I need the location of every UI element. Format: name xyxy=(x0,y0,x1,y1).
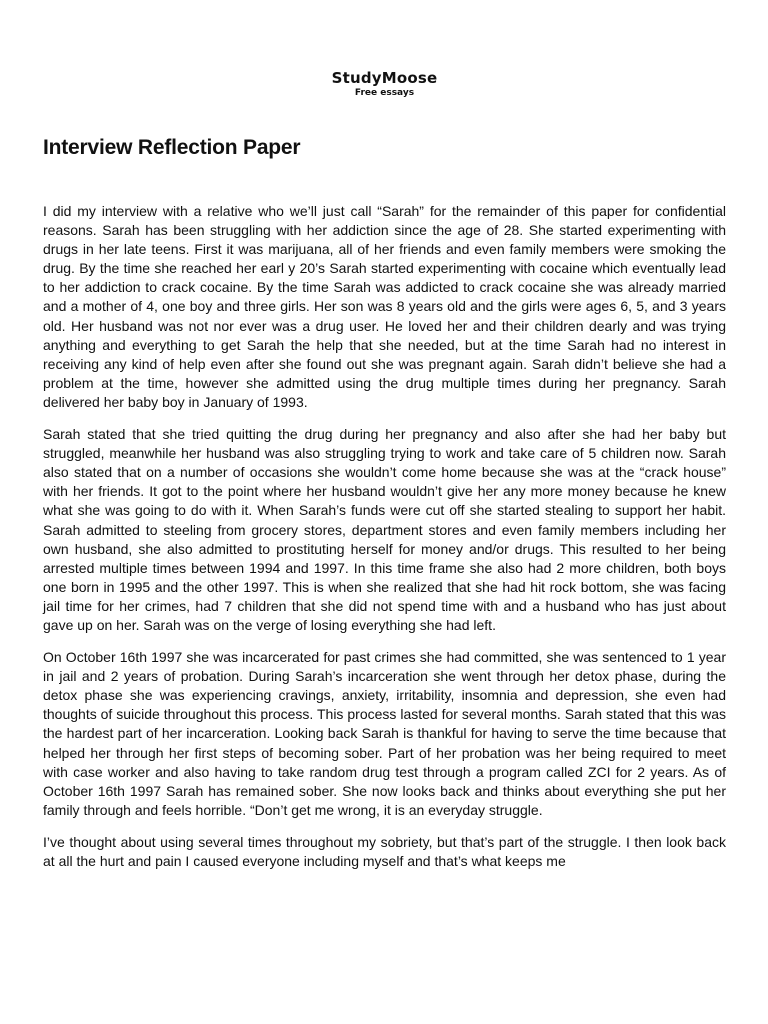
document-body xyxy=(43,202,726,871)
paragraph-3: On October 16th 1997 she was incarcerated for past crimes she had committed, she was sentenced to 1 year in jail and 2 years of probation. During Sarah’s incarceration she went through her detox phase, during the detox phase she was experiencing cravings, anxiety, irritability, insomnia and depression, she even had thoughts of suicide throughout this process. This process lasted for several months. Sarah stated that this was the hardest part of her incarceration. Looking back Sarah is thankful for having to serve the time because that helped her through her first steps of becoming sober. Part of her probation was her being required to meet with case worker and also having to take random drug test through a program called ZCI for 2 years. As of October 16th 1997 Sarah has remained sober. She now looks back and thinks about everything she put her family through and feels horrible. “Don’t get me wrong, it is an everyday struggle. xyxy=(43,649,726,818)
paragraph-2: Sarah stated that she tried quitting the drug during her pregnancy and also after she had her baby but struggled, meanwhile her husband was also struggling trying to work and take care of 5 children now. Sarah also stated that on a number of occasions she wouldn’t come home because she was at the “crack house” with her friends. It got to the point where her husband wouldn’t give her any more money because he knew what she was going to do with it. When Sarah’s funds were cut off she started stealing to support her habit. Sarah admitted to steeling from grocery stores, department stores and even family members including her own husband, she also admitted to prostituting herself for money and/or drugs. This resulted to her being arrested multiple times between 1994 and 1997. In this time frame she also had 2 more children, both boys one born in 1995 and the other 1997. This is when she realized that she had hit rock bottom, she was facing jail time for her crimes, had 7 children that she did not spend time with and a husband who has just about gave up on her. Sarah was on the verge of losing everything she had left. xyxy=(43,426,726,633)
brand-logo[interactable]: StudyMoose xyxy=(331,69,438,87)
brand-header xyxy=(43,0,726,99)
brand-tagline: Free essays xyxy=(354,88,415,98)
paragraph-4: I’ve thought about using several times throughout my sobriety, but that’s part of the struggle. I then look back at all the hurt and pain I caused everyone including myself and that’s what keeps me xyxy=(43,833,726,869)
paragraph-1: I did my interview with a relative who we’ll just call “Sarah” for the remainder of this paper for confidential reasons. Sarah has been struggling with her addiction since the age of 28. She started experimenting with drugs in her late teens. First it was marijuana, all of her friends and even family members were smoking the drug. By the time she reached her earl y 20’s Sarah started experimenting with cocaine which eventually lead to her addiction to crack cocaine. By the time Sarah was addicted to crack cocaine she was already married and a mother of 4, one boy and three girls. Her son was 8 years old and the girls were ages 6, 5, and 3 years old. Her husband was not nor ever was a drug user. He loved her and their children dearly and was trying anything and everything to get Sarah the help that she needed, but at the time Sarah had no interest in receiving any kind of help even after she found out she was pregnant again. Sarah didn’t believe she had a problem at the time, however she admitted using the drug multiple times during her pregnancy. Sarah delivered her baby boy in January of 1993. xyxy=(43,203,726,410)
document-title: Interview Reflection Paper xyxy=(43,136,301,159)
